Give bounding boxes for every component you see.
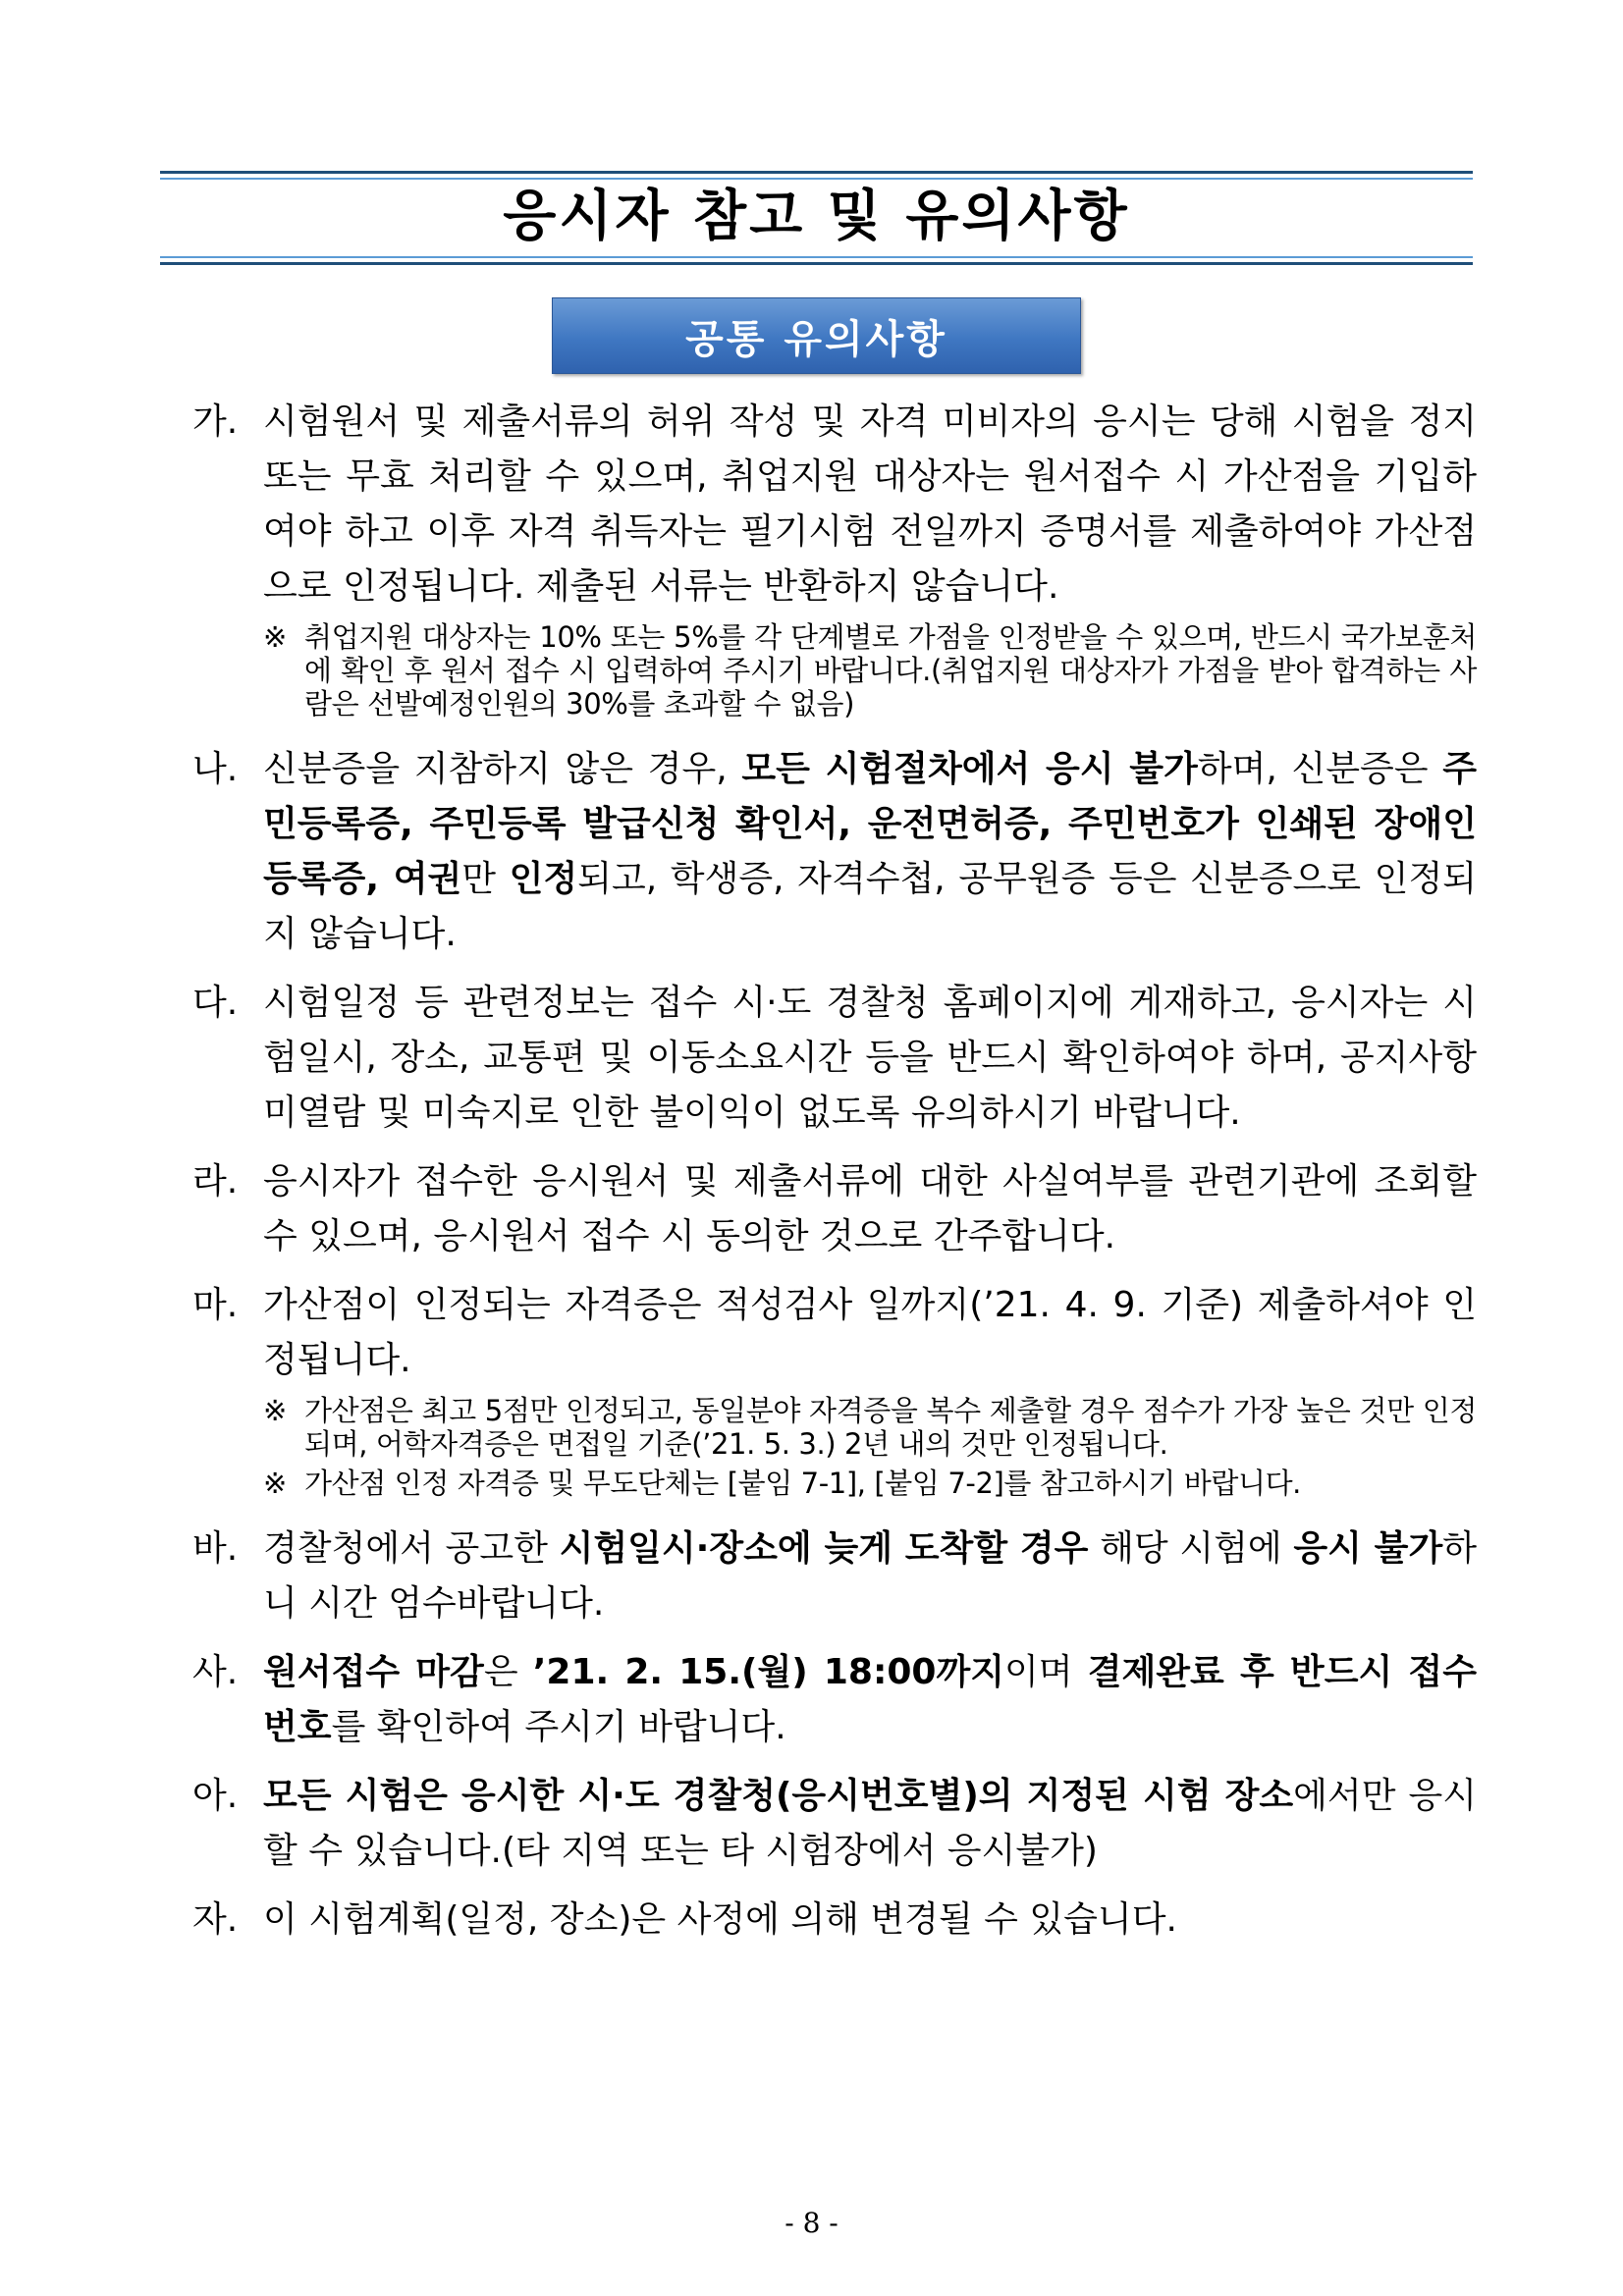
page-number: - 8 - <box>784 2207 839 2239</box>
item-text: 해당 시험에 <box>1088 1528 1294 1569</box>
emphasis-text: 시험일시·장소에 늦게 도착할 경우 <box>559 1528 1089 1569</box>
page-title: 응시자 참고 및 유의사항 <box>503 185 1130 248</box>
notice-item <box>192 1645 1477 1755</box>
item-text: 응시자가 접수한 응시원서 및 제출서류에 대한 사실여부를 관련기관에 조회할 수 있으며, 응시원서 접수 시 동의한 것으로 간주합니다. <box>263 1161 1477 1256</box>
note-text: 가산점은 최고 5점만 인정되고, 동일분야 자격증을 복수 제출할 경우 점수가 가장 높은 것만 인정되며, 어학자격증은 면접일 기준(’21. 5. 3.) 2년 내의 것만 인정됩니다. <box>304 1394 1477 1461</box>
item-marker: 바. <box>192 1528 239 1569</box>
emphasis-text: 결제완료 후 반드시 접수번호 <box>263 1652 1477 1747</box>
note-mark: ※ <box>263 1394 287 1427</box>
item-spacer <box>192 721 1477 742</box>
notice-item <box>192 1154 1477 1264</box>
item-spacer <box>192 1755 1477 1769</box>
item-text: 하며, 신분증은 <box>1197 749 1443 789</box>
notice-item <box>192 1893 1477 1948</box>
notice-item <box>192 976 1477 1141</box>
emphasis-text: ’21. 2. 15.(월) 18:00까지 <box>532 1652 1005 1692</box>
item-spacer <box>192 1264 1477 1278</box>
item-text: 가산점이 인정되는 자격증은 적성검사 일까지(’21. 4. 9. 기준) 제출하셔야 인정됩니다. <box>263 1285 1477 1380</box>
item-text: 시험원서 및 제출서류의 허위 작성 및 자격 미비자의 응시는 당해 시험을 정지 또는 무효 처리할 수 있으며, 취업지원 대상자는 원서접수 시 가산점을 기입하여야 하고 이후 자격 취득자는 필기시험 전일까지 증명서를 제출하여야 가산점으로 인정됩니다. 제출된 서류는 반환하지 않습니다. <box>263 401 1477 607</box>
item-text: 은 <box>483 1652 533 1692</box>
note-text: 취업지원 대상자는 10% 또는 5%를 각 단계별로 가점을 인정받을 수 있으며, 반드시 국가보훈처에 확인 후 원서 접수 시 입력하여 주시기 바랍니다.(취업지원 대상자가 가점을 받아 합격하는 사람은 선발예정인원의 30%를 초과할 수 없음) <box>304 620 1477 721</box>
emphasis-text: 주민등록증, 주민등록 발급신청 확인서, 운전면허증, 주민번호가 인쇄된 장애인 등록증, 여권 <box>263 749 1478 899</box>
title-top-rule <box>160 171 1473 180</box>
emphasis-text: 원서접수 마감 <box>263 1652 484 1692</box>
note-mark: ※ <box>263 1467 287 1500</box>
emphasis-text: 응시 불가 <box>1293 1528 1443 1569</box>
item-marker: 나. <box>192 749 239 789</box>
notice-item <box>192 395 1477 614</box>
item-marker: 자. <box>192 1899 239 1940</box>
title-bottom-rule <box>160 256 1473 265</box>
item-spacer <box>192 1948 1477 1961</box>
section-badge: 공통 유의사항 <box>552 297 1081 374</box>
emphasis-text: 모든 시험절차에서 응시 불가 <box>741 749 1198 789</box>
item-text: 경찰청에서 공고한 <box>263 1528 560 1569</box>
item-spacer <box>192 1631 1477 1645</box>
item-text: 하니 시간 엄수바랍니다. <box>263 1528 1477 1624</box>
item-text: 시험일정 등 관련정보는 접수 시·도 경찰청 홈페이지에 게재하고, 응시자는 시험일시, 장소, 교통편 및 이동소요시간 등을 반드시 확인하여야 하며, 공지사항 미열람 및 미숙지로 인한 불이익이 없도록 유의하시기 바랍니다. <box>263 983 1477 1133</box>
note-text: 가산점 인정 자격증 및 무도단체는 [붙임 7-1], [붙임 7-2]를 참고하시기 바랍니다. <box>304 1467 1301 1500</box>
reference-note <box>192 1467 1477 1500</box>
notice-list <box>192 395 1477 1961</box>
reference-note <box>192 620 1477 721</box>
item-spacer <box>192 1500 1477 1522</box>
item-spacer <box>192 1879 1477 1893</box>
note-mark: ※ <box>263 620 287 654</box>
item-text: 이며 <box>1004 1652 1088 1692</box>
notice-item <box>192 1769 1477 1879</box>
item-marker: 사. <box>192 1652 239 1692</box>
notice-item <box>192 1522 1477 1631</box>
item-spacer <box>192 1141 1477 1154</box>
item-spacer <box>192 962 1477 976</box>
item-text: 를 확인하여 주시기 바랍니다. <box>331 1707 786 1747</box>
item-marker: 다. <box>192 983 239 1023</box>
item-marker: 라. <box>192 1161 239 1201</box>
item-marker: 가. <box>192 401 239 442</box>
notice-item <box>192 1278 1477 1388</box>
emphasis-text: 인정 <box>509 859 578 899</box>
title-block <box>160 171 1473 265</box>
notice-item <box>192 742 1477 962</box>
reference-note <box>192 1394 1477 1461</box>
emphasis-text: 모든 시험은 응시한 시·도 경찰청(응시번호별)의 지정된 시험 장소 <box>263 1776 1294 1816</box>
item-marker: 마. <box>192 1285 239 1325</box>
item-marker: 아. <box>192 1776 239 1816</box>
item-text: 되고, 학생증, 자격수첩, 공무원증 등은 신분증으로 인정되지 않습니다. <box>263 859 1477 954</box>
item-text: 에서만 응시할 수 있습니다.(타 지역 또는 타 시험장에서 응시불가) <box>263 1776 1478 1871</box>
item-text: 이 시험계획(일정, 장소)은 사정에 의해 변경될 수 있습니다. <box>263 1899 1177 1940</box>
item-text: 만 <box>461 859 510 899</box>
item-text: 신분증을 지참하지 않은 경우, <box>263 749 742 789</box>
